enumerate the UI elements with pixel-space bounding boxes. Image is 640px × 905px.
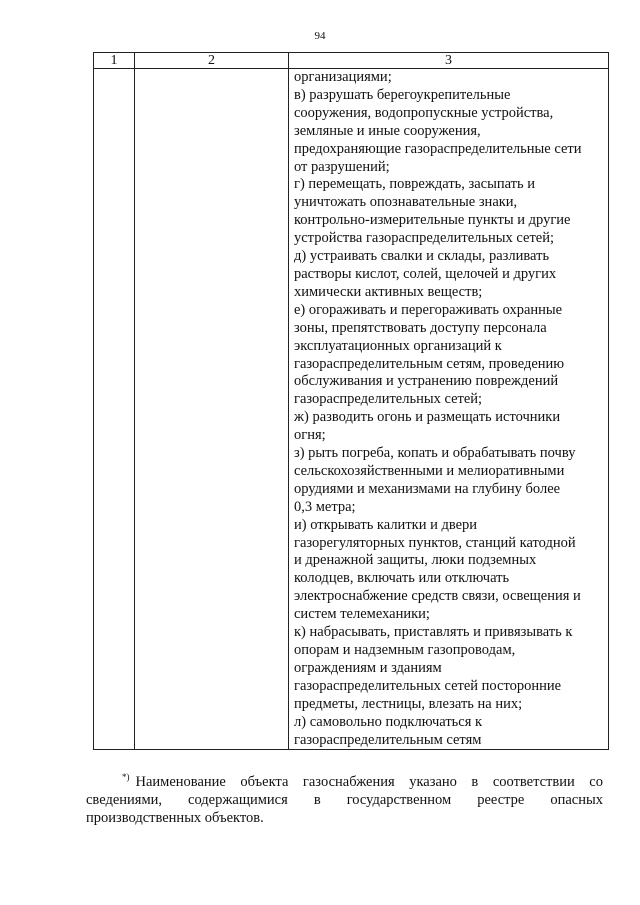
table-text-line: предохраняющие газораспределительные сети xyxy=(294,140,582,157)
table-text-line: уничтожать опознавательные знаки, xyxy=(294,194,518,211)
table-text-line: опорам и надземным газопроводам, xyxy=(294,642,516,658)
table-text-line: е) огораживать и перегораживать охранные xyxy=(294,301,563,318)
table-text-line: газораспределительных сетей посторонние xyxy=(294,677,562,694)
table-text-line: химически активных веществ; xyxy=(294,283,483,300)
footnote xyxy=(86,768,603,827)
table-text-line: земляные и иные сооружения, xyxy=(294,122,481,139)
table-text-line: предметы, лестницы, влезать на них; xyxy=(294,695,523,712)
table-text-line: растворы кислот, солей, щелочей и других xyxy=(294,265,557,282)
footnote-line xyxy=(86,768,603,791)
table-text-line: от разрушений; xyxy=(294,158,390,175)
cell-col-2 xyxy=(135,69,289,750)
table-text-line: электроснабжение средств связи, освещения и xyxy=(294,588,581,605)
table-text-line: 0,3 метра; xyxy=(294,498,356,515)
table-text-line: газораспределительных сетей; xyxy=(294,391,483,408)
requirements-table xyxy=(93,52,609,750)
table-text-line: контрольно-измерительные пункты и другие xyxy=(294,212,571,229)
table-header-row xyxy=(94,53,609,69)
table-text-line: и дренажной защиты, люки подземных xyxy=(294,552,537,569)
footnote-line xyxy=(86,791,603,809)
table-text-line: в) разрушать берегоукрепительные xyxy=(294,86,511,103)
header-col-2: 2 xyxy=(135,53,289,69)
table-text-line: газораспределительным сетям xyxy=(294,731,482,748)
table-text-line: эксплуатационных организаций к xyxy=(294,337,502,354)
footnote-marker: *) xyxy=(122,772,130,782)
table-text-line: сооружения, водопропускные устройства, xyxy=(294,104,554,121)
cell-col-1 xyxy=(94,69,135,750)
table-text-line: орудиями и механизмами на глубину более xyxy=(294,480,561,497)
page-number: 94 xyxy=(314,30,326,42)
footnote-text: сведениями, содержащимися в государственном реестре опасных xyxy=(86,792,603,808)
table-text-line: г) перемещать, повреждать, засыпать и xyxy=(294,176,536,193)
table-text-line: организациями; xyxy=(294,69,392,85)
table-text-line: газораспределительным сетям, проведению xyxy=(294,355,565,372)
table-text-line: ограждениям и зданиям xyxy=(294,659,442,676)
table-text-line: к) набрасывать, приставлять и привязывать к xyxy=(294,624,573,641)
table-text-line: колодцев, включать или отключать xyxy=(294,570,510,587)
table-text-line: систем телемеханики; xyxy=(294,606,430,623)
table-text-line: ж) разводить огонь и размещать источники xyxy=(294,409,561,426)
footnote-line xyxy=(86,809,603,827)
header-col-3: 3 xyxy=(289,53,609,69)
table-text-line: обслуживания и устранению повреждений xyxy=(294,373,559,390)
table-text-line: зоны, препятствовать доступу персонала xyxy=(294,319,547,336)
table-text-line: газорегуляторных пунктов, станций катодной xyxy=(294,534,576,551)
table-text-line: з) рыть погреба, копать и обрабатывать почву xyxy=(294,445,576,462)
table-text-line: устройства газораспределительных сетей; xyxy=(294,230,555,247)
table-text-line: огня; xyxy=(294,427,326,444)
table-text-line: д) устраивать свалки и склады, разливать xyxy=(294,248,550,265)
table-text-line: и) открывать калитки и двери xyxy=(294,516,478,533)
table-text-line: л) самовольно подключаться к xyxy=(294,713,483,730)
table-row xyxy=(94,69,609,750)
col3-text xyxy=(289,69,608,749)
header-col-1: 1 xyxy=(94,53,135,69)
cell-col-3 xyxy=(289,69,609,750)
table-text-line: сельскохозяйственными и мелиоративными xyxy=(294,462,565,479)
footnote-text: производственных объектов. xyxy=(86,810,264,826)
footnote-text: Наименование объекта газоснабжения указано в соответствии со xyxy=(135,774,603,790)
